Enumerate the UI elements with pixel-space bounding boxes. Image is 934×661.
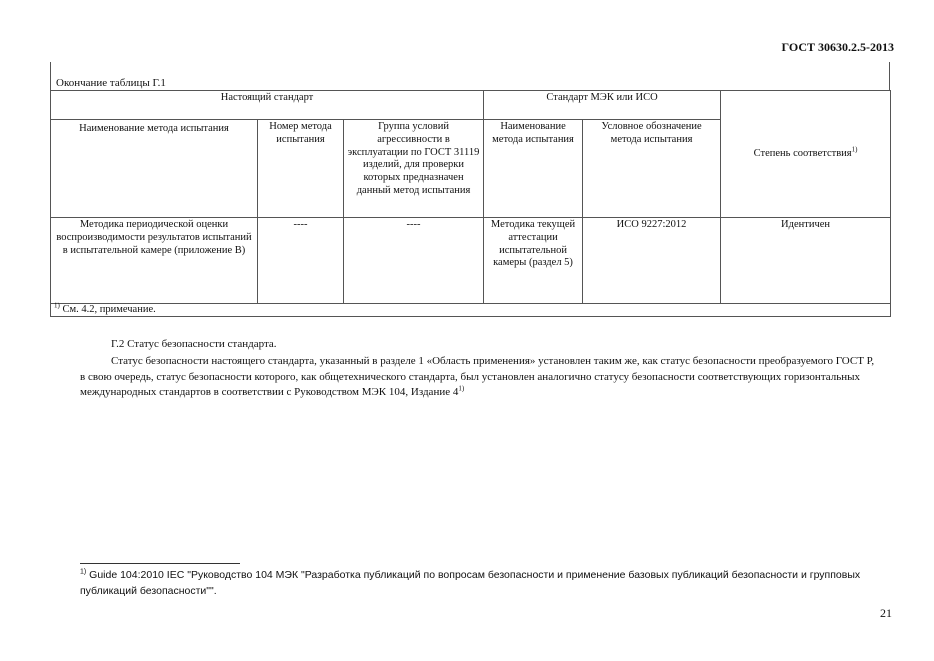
page-footnote-sup: 1) (80, 568, 87, 576)
header-degree-sup: 1) (851, 145, 858, 154)
cell-method-name: Методика периодической оценки воспроизводимости результатов испытаний в испытательной камере (приложение В) (51, 218, 258, 304)
header-method-name: Наименование метода испытания (51, 120, 258, 218)
table-row (51, 218, 891, 304)
body-paragraph-sup: 1) (458, 384, 465, 393)
body-paragraph-text: Статус безопасности настоящего стандарта, указанный в разделе 1 «Область применения» установлен таким же, как статус безопасности преобразуемого ГОСТ Р, в свою очередь, статус безопасности которого, как общетехнического стандарта, был установлен аналогично статусу безопасности соответствующих горизонтальных международных стандартов в соответствии с Руководством МЭК 104, Издание 4 (80, 355, 875, 399)
table-caption: Окончание таблицы Г.1 (56, 77, 166, 89)
header-iec-designation: Условное обозначение метода испытания (583, 120, 721, 218)
footnote-divider (80, 563, 240, 564)
table-left-border (50, 62, 51, 90)
document-number: ГОСТ 30630.2.5-2013 (781, 40, 894, 54)
table-right-border (889, 62, 890, 90)
header-iec-iso-standard: Стандарт МЭК или ИСО (484, 91, 721, 120)
section-heading: Г.2 Статус безопасности стандарта. (111, 338, 277, 350)
header-method-number: Номер метода испытания (258, 120, 344, 218)
cell-method-number: ---- (258, 218, 344, 304)
header-present-standard: Настоящий стандарт (51, 91, 484, 120)
page-footnote-text: Guide 104:2010 IEC "Руководство 104 МЭК "Разработка публикаций по вопросам безопасности и применение базовых публикаций безопасности и групповых публикаций безопасности"". (80, 569, 861, 597)
body-paragraph (80, 354, 880, 401)
cell-conditions-group: ---- (344, 218, 484, 304)
header-iec-method-name: Наименование метода испытания (484, 120, 583, 218)
header-degree-label: Степень соответствия (753, 147, 852, 159)
header-conditions-group: Группа условий агрессивности в эксплуатации по ГОСТ 31119 изделий, для проверки которых предназначен данный метод испытания (344, 120, 484, 218)
standards-table (50, 90, 891, 317)
table-footnote-sup: 1) (54, 301, 60, 310)
cell-iec-method-name: Методика текущей аттестации испытательной камеры (раздел 5) (484, 218, 583, 304)
header-degree (721, 91, 891, 218)
table-footnote-text: См. 4.2, примечание. (59, 304, 156, 315)
table-footnote (51, 301, 891, 317)
cell-degree: Идентичен (721, 218, 891, 304)
page-number: 21 (880, 606, 892, 620)
page-footnote (80, 568, 880, 600)
cell-iec-designation: ИСО 9227:2012 (583, 218, 721, 304)
